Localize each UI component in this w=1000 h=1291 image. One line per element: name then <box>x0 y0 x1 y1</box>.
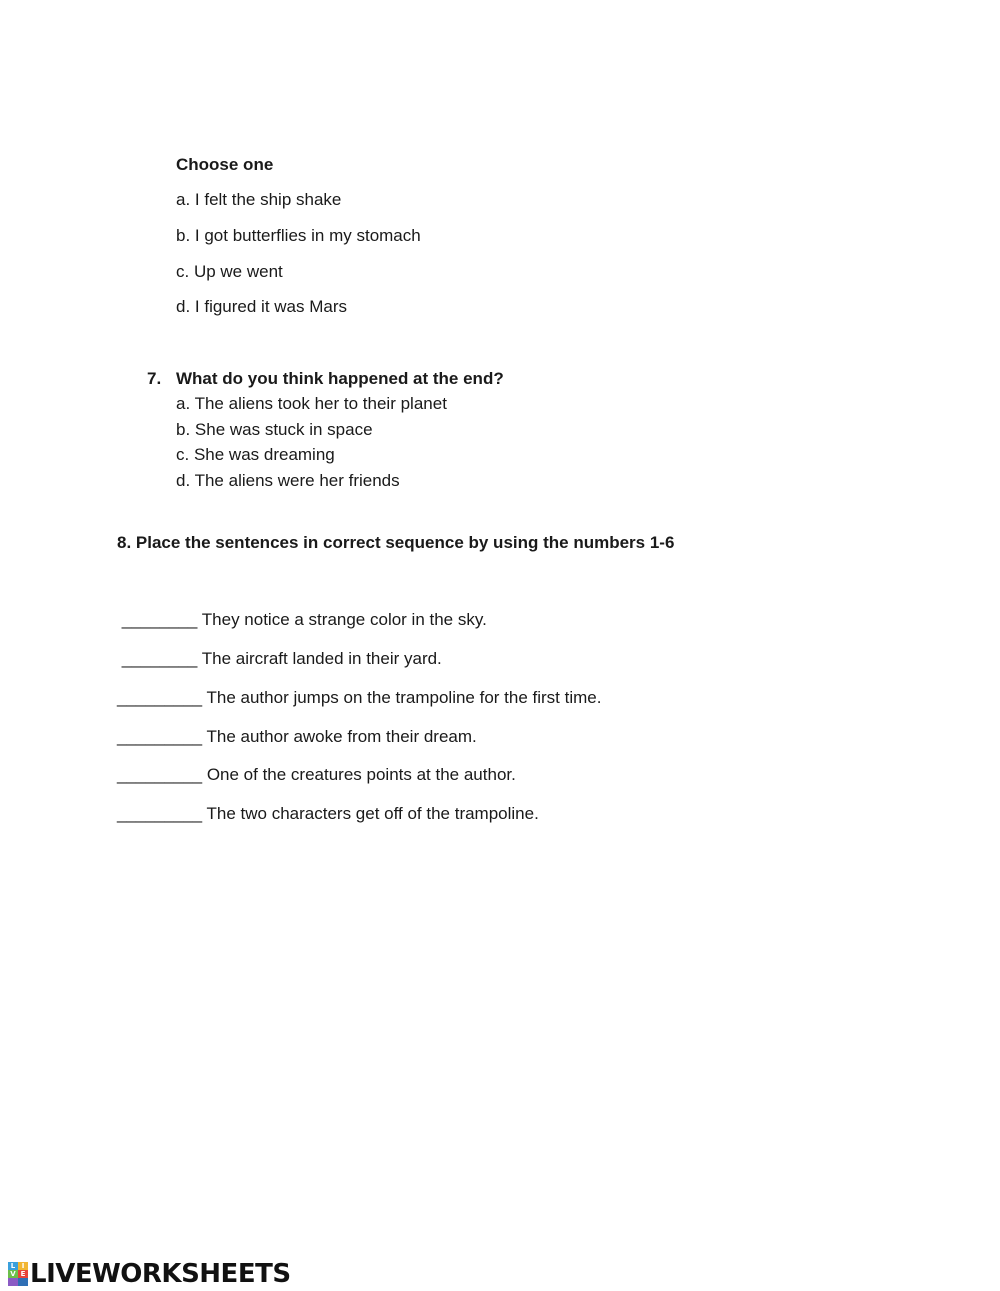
question7-option-d[interactable]: d. The aliens were her friends <box>176 471 400 490</box>
sequence-item-4[interactable]: _________ The author awoke from their dream. <box>117 727 477 746</box>
question7-text: What do you think happened at the end? <box>176 369 504 388</box>
logo-mark-cell: I <box>18 1262 28 1270</box>
question7-number: 7. <box>147 369 162 388</box>
sequence-item-5[interactable]: _________ One of the creatures points at the author. <box>117 765 516 784</box>
liveworksheets-logo <box>8 1259 291 1289</box>
logo-text: LIVEWORKSHEETS <box>30 1259 291 1289</box>
choose-one-option-a[interactable]: a. I felt the ship shake <box>176 190 342 209</box>
choose-one-heading: Choose one <box>176 155 274 174</box>
logo-mark-cell: E <box>18 1270 28 1278</box>
question8-text: 8. Place the sentences in correct sequence by using the numbers 1-6 <box>117 533 675 552</box>
question7-option-b[interactable]: b. She was stuck in space <box>176 420 373 439</box>
question7-option-c[interactable]: c. She was dreaming <box>176 445 335 464</box>
logo-mark-cell <box>18 1278 28 1286</box>
logo-mark-cell: L <box>8 1262 18 1270</box>
choose-one-option-b[interactable]: b. I got butterflies in my stomach <box>176 226 421 245</box>
sequence-item-1[interactable]: ________ They notice a strange color in the sky. <box>117 610 487 629</box>
logo-mark-cell <box>8 1278 18 1286</box>
choose-one-option-c[interactable]: c. Up we went <box>176 262 283 281</box>
sequence-item-3[interactable]: _________ The author jumps on the trampoline for the first time. <box>117 688 602 707</box>
sequence-item-2[interactable]: ________ The aircraft landed in their yard. <box>117 649 442 668</box>
sequence-item-6[interactable]: _________ The two characters get off of the trampoline. <box>117 804 539 823</box>
logo-mark-icon <box>8 1262 28 1286</box>
question7-option-a[interactable]: a. The aliens took her to their planet <box>176 394 447 413</box>
logo-mark-cell: V <box>8 1270 18 1278</box>
choose-one-option-d[interactable]: d. I figured it was Mars <box>176 297 348 316</box>
